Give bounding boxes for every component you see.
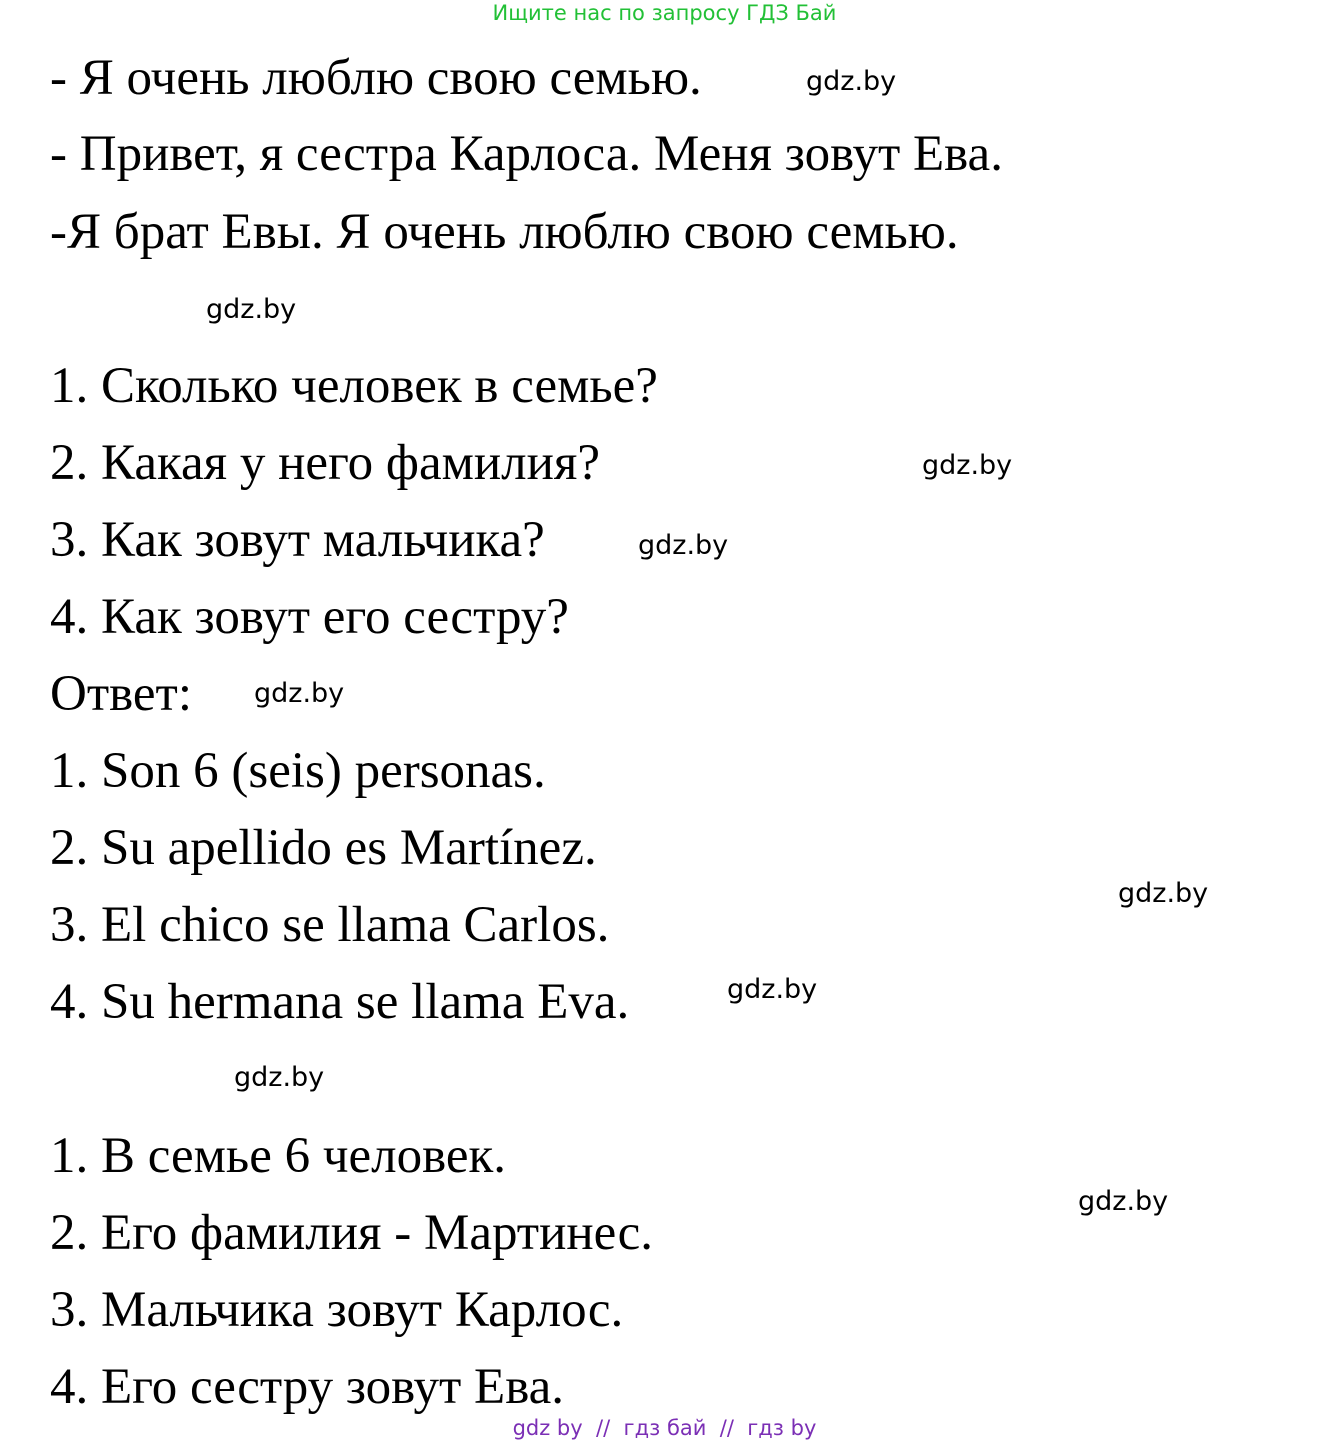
watermark: gdz.by bbox=[1118, 878, 1209, 909]
footer-watermark: gdz by // гдз бай // гдз by bbox=[512, 1416, 817, 1440]
answer-ru-1: 1. В семье 6 человек. bbox=[50, 1128, 507, 1184]
watermark: gdz.by bbox=[1078, 1186, 1169, 1217]
answer-es-2: 2. Su apellido es Martínez. bbox=[50, 820, 597, 876]
watermark: gdz.by bbox=[727, 974, 818, 1005]
watermark: gdz.by bbox=[922, 450, 1013, 481]
question-3: 3. Как зовут мальчика? bbox=[50, 512, 545, 568]
answer-es-1: 1. Son 6 (seis) personas. bbox=[50, 743, 546, 799]
watermark: gdz.by bbox=[206, 294, 297, 325]
answer-es-3: 3. El chico se llama Carlos. bbox=[50, 897, 610, 953]
dialogue-line-1: - Я очень люблю свою семью. bbox=[50, 50, 702, 106]
dialogue-line-3: -Я брат Евы. Я очень люблю свою семью. bbox=[50, 204, 959, 260]
top-banner: Ищите нас по запросу ГДЗ Бай bbox=[492, 1, 837, 25]
answer-ru-3: 3. Мальчика зовут Карлос. bbox=[50, 1282, 624, 1338]
watermark: gdz.by bbox=[234, 1062, 325, 1093]
dialogue-line-2: - Привет, я сестра Карлоса. Меня зовут Ева. bbox=[50, 126, 1003, 182]
answer-es-4: 4. Su hermana se llama Eva. bbox=[50, 974, 630, 1030]
question-2: 2. Какая у него фамилия? bbox=[50, 435, 600, 491]
question-1: 1. Сколько человек в семье? bbox=[50, 358, 658, 414]
watermark: gdz.by bbox=[254, 678, 345, 709]
watermark: gdz.by bbox=[806, 66, 897, 97]
answer-ru-2: 2. Его фамилия - Мартинес. bbox=[50, 1205, 653, 1261]
answer-label: Ответ: bbox=[50, 666, 192, 722]
question-4: 4. Как зовут его сестру? bbox=[50, 589, 569, 645]
watermark: gdz.by bbox=[638, 530, 729, 561]
answer-ru-4: 4. Его сестру зовут Ева. bbox=[50, 1359, 565, 1415]
